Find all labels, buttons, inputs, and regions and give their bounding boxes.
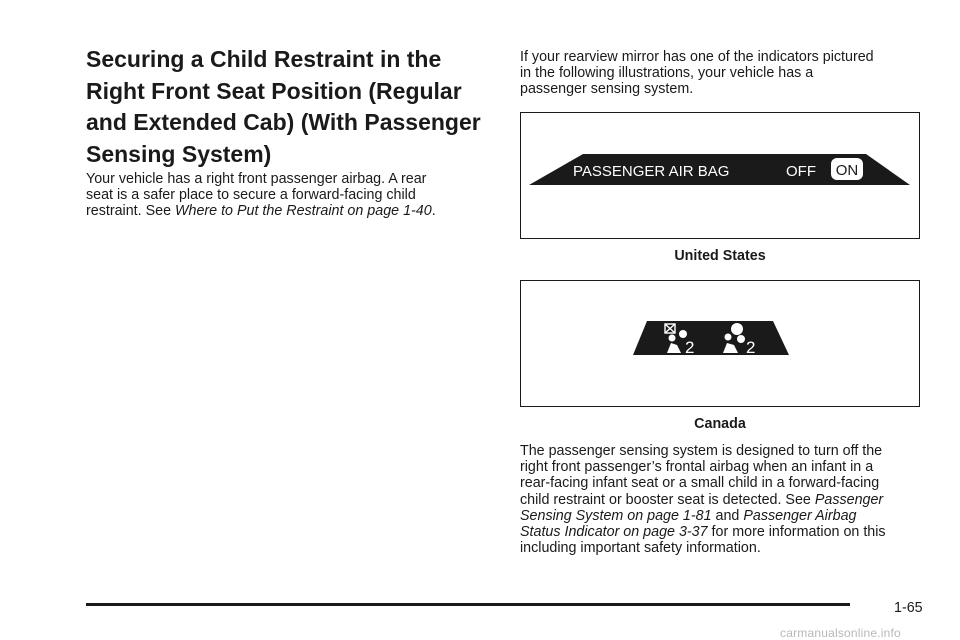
text-fragment: . <box>431 203 436 220</box>
text-line: passenger sensing system. <box>520 81 694 98</box>
text-line: in the following illustrations, your vehicle has a <box>520 65 814 82</box>
text-line: The passenger sensing system is designed to turn off the <box>520 443 883 459</box>
footer-rule <box>86 603 850 606</box>
canada-indicator-illustration <box>521 281 918 405</box>
indicator-panel <box>633 321 789 355</box>
heading-line: and Extended Cab) (With Passenger <box>86 109 481 135</box>
text-line: If your rearview mirror has one of the indicators pictured <box>520 49 874 65</box>
text-line: right front passenger’s frontal airbag when an infant in a <box>520 459 874 476</box>
cross-reference-link[interactable]: Status Indicator on page 3-37 <box>520 524 708 541</box>
position-digit-left: 2 <box>685 338 695 357</box>
canada-figure-caption: Canada <box>694 416 746 432</box>
text-fragment: restraint. See <box>86 203 175 220</box>
text-fragment: child restraint or booster seat is detected. See <box>520 491 815 508</box>
site-watermark: carmanualsonline.info <box>780 626 901 640</box>
text-line <box>520 508 930 524</box>
position-digit-right: 2 <box>746 338 756 357</box>
heading-line: Securing a Child Restraint in the <box>86 46 442 72</box>
text-line: Your vehicle has a right front passenger airbag. A rear <box>86 171 427 187</box>
text-line: seat is a safer place to secure a forward-facing child <box>86 187 416 204</box>
heading-line: Right Front Seat Position (Regular <box>86 77 462 104</box>
cross-reference-link[interactable]: Passenger Airbag <box>743 507 857 524</box>
cross-reference-link[interactable]: Sensing System on page 1-81 <box>520 507 712 524</box>
deployed-airbag-circle <box>731 323 743 335</box>
heading-line: Sensing System) <box>86 140 272 167</box>
section-heading <box>86 44 496 170</box>
text-line <box>86 203 488 219</box>
us-indicator-figure <box>520 112 920 239</box>
text-line <box>520 492 930 508</box>
canada-indicator-figure <box>520 280 920 407</box>
text-line <box>520 524 930 540</box>
sensing-system-paragraph <box>520 443 930 556</box>
passenger-airbag-label: PASSENGER AIR BAG <box>573 163 730 180</box>
on-label: ON <box>835 162 859 179</box>
text-fragment: for more information on this <box>707 524 886 541</box>
text-line: including important safety information. <box>520 540 761 557</box>
us-figure-caption: United States <box>674 248 766 264</box>
text-line: rear-facing infant seat or a small child in a forward-facing <box>520 475 880 492</box>
off-label: OFF <box>786 163 816 180</box>
indicator-intro-paragraph <box>520 49 930 98</box>
us-indicator-illustration <box>521 113 918 237</box>
intro-paragraph <box>86 171 488 220</box>
page-number: 1-65 <box>894 600 923 616</box>
cross-reference-link[interactable]: Where to Put the Restraint on page 1-40 <box>175 203 432 220</box>
text-fragment: and <box>711 507 744 524</box>
cross-reference-link[interactable]: Passenger <box>814 491 884 508</box>
